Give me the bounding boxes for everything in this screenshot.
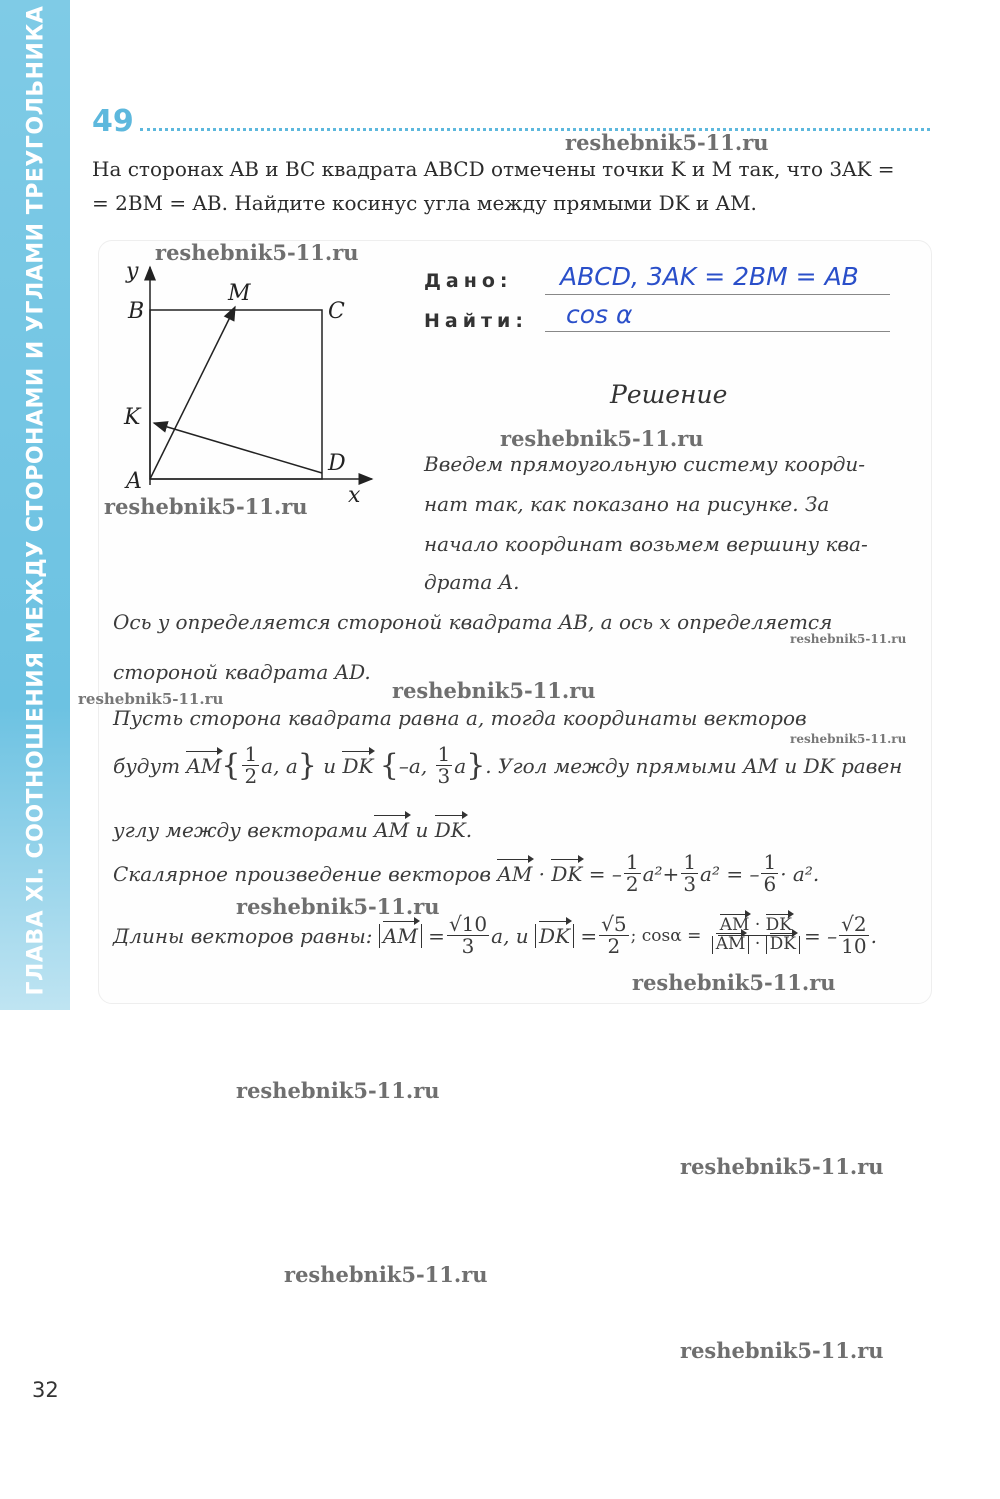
watermark: reshebnik5-11.ru (236, 1078, 440, 1103)
vector-dk (154, 423, 322, 473)
watermark: reshebnik5-11.ru (104, 494, 308, 519)
find-underline (545, 331, 890, 332)
scalar-product-line: Скалярное произведение векторов AM · DK = – $\frac{1}{2}$ a² + $\frac{1}{3}$ a² = – $\frac{1}{6}$ · a². (113, 850, 820, 896)
lengths-line: Длины векторов равны: AM = $\frac{√10}{3}$ a, и DK = $\frac{√5}{2}$ ; cosα = $\frac{AM \cdot DK}{AM \cdot DK}$ = – $\frac{√2}{10}$ . (113, 912, 877, 958)
problem-line-2: = 2BM = AB. Найдите косинус угла между прямыми DK и AM. (92, 191, 757, 215)
square-diagram (110, 245, 390, 515)
watermark: reshebnik5-11.ru (500, 426, 704, 451)
angle-line-2: углу между векторами AM и DK. (113, 818, 473, 842)
side-line: Пусть сторона квадрата равна a, тогда координаты векторов (113, 706, 807, 730)
given-underline (545, 294, 890, 295)
intro-line-2: нат так, как показано на рисунке. За (424, 492, 830, 516)
problem-line-1: На сторонах AB и BC квадрата ABCD отмечены точки K и M так, что 3AK = (92, 157, 895, 181)
watermark: reshebnik5-11.ru (155, 240, 359, 265)
given-value: ABCD, 3AK = 2BM = AB (560, 262, 859, 291)
label-y: y (126, 259, 139, 284)
watermark: reshebnik5-11.ru (284, 1262, 488, 1287)
problem-statement (92, 152, 932, 220)
watermark: reshebnik5-11.ru (78, 690, 224, 708)
brace-open: { (221, 748, 241, 783)
label-x: x (348, 483, 361, 508)
watermark: reshebnik5-11.ru (790, 732, 907, 746)
axes-line-1: Ось y определяется стороной квадрата AB, а ось x определяется (113, 610, 833, 634)
axes-line-2: стороной квадрата AD. (113, 660, 371, 684)
label-m: M (228, 281, 251, 306)
find-label: Найти: (424, 310, 528, 332)
label-d: D (328, 451, 346, 476)
task-number: 49 (92, 104, 134, 139)
intro-line-3: начало координат возьмем вершину ква- (424, 532, 868, 556)
vector-dk-label: DK (342, 753, 374, 778)
dotted-divider (140, 128, 930, 131)
label-a: A (126, 469, 142, 494)
page-number: 32 (32, 1378, 59, 1402)
watermark: reshebnik5-11.ru (680, 1154, 884, 1179)
vector-am (150, 307, 235, 479)
intro-line-4: драта A. (424, 570, 520, 594)
watermark: reshebnik5-11.ru (236, 894, 440, 919)
watermark: reshebnik5-11.ru (565, 130, 769, 155)
cos-fraction: $\frac{AM \cdot DK}{AM \cdot DK}$ (710, 917, 802, 954)
brace-close: } (297, 748, 317, 783)
angle-text: . Угол между прямыми AM и DK равен (485, 753, 903, 778)
label-b: B (128, 299, 145, 324)
solution-heading: Решение (610, 380, 728, 409)
chapter-sidebar (0, 0, 70, 1010)
intro-line-1: Введем прямоугольную систему коорди- (424, 452, 866, 476)
find-value: cos α (566, 300, 633, 329)
coords-line: будут AM { $\frac{1}{2}$ a, a } и DK { –a, $\frac{1}{3}$ a } . Угол между прямыми AM и DK равен (113, 742, 903, 788)
given-label: Дано: (424, 270, 513, 292)
label-c: C (328, 299, 345, 324)
watermark: reshebnik5-11.ru (680, 1338, 884, 1363)
coords-prefix: будут (113, 753, 181, 778)
watermark: reshebnik5-11.ru (790, 632, 907, 646)
am-x-fraction: $\frac{1}{2}$ (244, 742, 258, 788)
dk-y-fraction: $\frac{1}{3}$ (437, 742, 451, 788)
square-abcd (150, 310, 322, 479)
watermark: reshebnik5-11.ru (632, 970, 836, 995)
watermark: reshebnik5-11.ru (392, 678, 596, 703)
label-k: K (124, 405, 141, 430)
chapter-title: ГЛАВА XI. СООТНОШЕНИЯ МЕЖДУ СТОРОНАМИ И УГЛАМИ ТРЕУГОЛЬНИКА (23, 5, 49, 995)
vector-am-label: AM (186, 753, 222, 778)
